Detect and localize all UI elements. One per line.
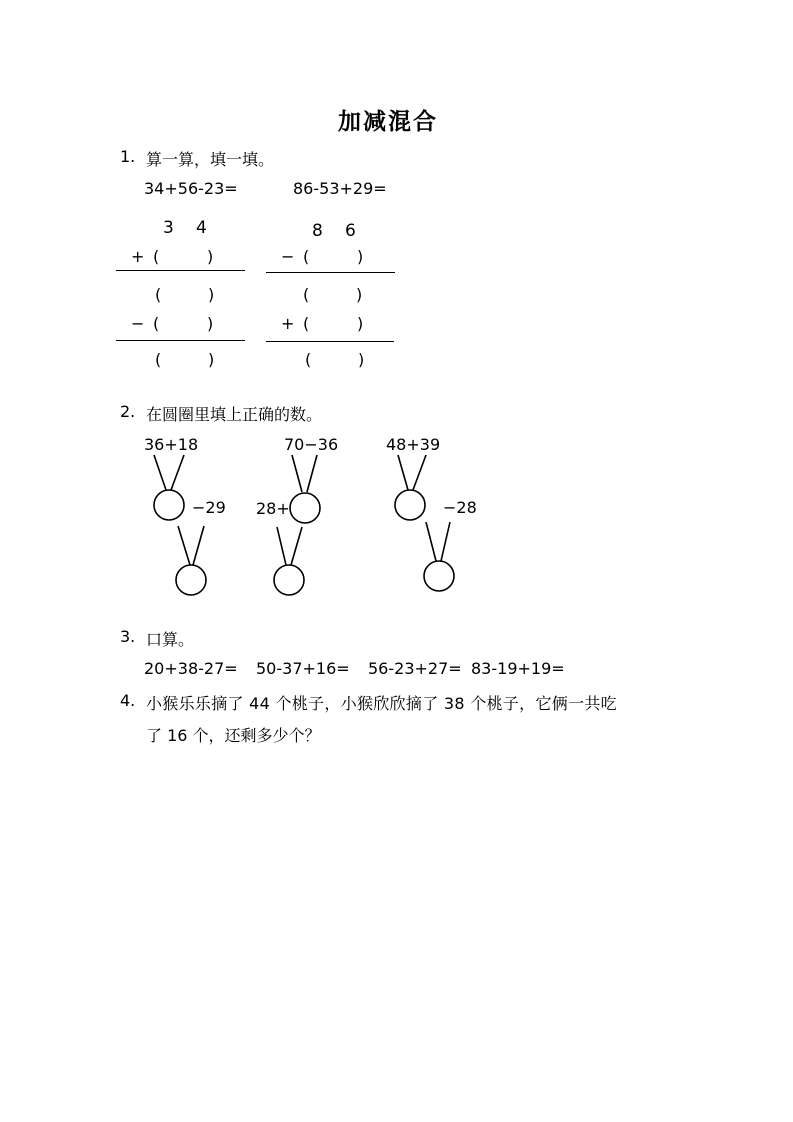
q1-left-blank-2-close: ) (208, 285, 215, 304)
q1-left-blank-3-close: ) (207, 314, 214, 333)
q1-left-top-digit-2: 4 (196, 218, 207, 238)
q2-group-3-answer-circle-2 (424, 561, 454, 591)
q2-group-1-side-operation: −29 (192, 498, 226, 517)
q2-group-2-branch-right (307, 455, 317, 492)
q1-left-blank-1-close: ) (207, 247, 214, 266)
q1-left-blank-4-close: ) (208, 350, 215, 369)
q2-group-3-branch-right (413, 455, 426, 490)
q2-group-1-answer-circle-1 (154, 490, 184, 520)
question-4-text-line-2: 了 16 个，还剩多少个？ (146, 726, 321, 745)
question-3-instruction: 口算。 (146, 630, 195, 649)
q1-right-top-digit-2: 6 (345, 221, 356, 241)
q1-right-blank-3-open: ( (303, 314, 310, 333)
q1-right-blank-2-close: ) (356, 285, 363, 304)
q2-group-1-top-expression: 36+18 (144, 435, 199, 454)
q1-right-blank-1-close: ) (357, 247, 364, 266)
q1-left-op2: − (131, 314, 145, 333)
q2-group-3-branch-lower-left (426, 522, 436, 561)
q2-group-2-branch-left (292, 455, 302, 492)
q2-group-3-branch-left (398, 455, 408, 490)
q2-group-1-branch-lower-left (178, 526, 190, 565)
q2-group-2-answer-circle-2 (274, 565, 304, 595)
q2-group-1-answer-circle-2 (176, 565, 206, 595)
question-3-number: 3. (120, 627, 136, 646)
q2-group-3-top-expression: 48+39 (386, 435, 441, 454)
q1-right-blank-2-open: ( (303, 285, 310, 304)
q1-left-blank-3-open: ( (153, 314, 160, 333)
q1-right-blank-3-close: ) (357, 314, 364, 333)
q1-left-top-digit-1: 3 (163, 218, 174, 238)
q2-group-2-branch-lower-right (291, 527, 302, 565)
q1-right-blank-4-close: ) (358, 350, 365, 369)
question-2-number: 2. (120, 402, 136, 421)
q2-group-1-branch-right (171, 455, 184, 490)
question-1-number: 1. (120, 147, 136, 166)
question-1-instruction: 算一算，填一填。 (146, 150, 275, 169)
q3-expression-4: 83-19+19= (471, 659, 565, 678)
q2-group-2-branch-lower-left (277, 527, 286, 565)
q1-right-expression: 86-53+29= (293, 179, 387, 198)
q2-group-1-branch-lower-right (193, 526, 204, 565)
q1-left-blank-4-open: ( (155, 350, 162, 369)
page-title: 加减混合 (338, 109, 438, 135)
q2-group-3-branch-lower-right (441, 522, 450, 561)
q2-group-2-answer-circle-1 (290, 493, 320, 523)
q2-group-3-answer-circle-1 (395, 490, 425, 520)
q1-right-top-digit-1: 8 (312, 221, 323, 241)
q2-group-3-side-operation: −28 (443, 498, 477, 517)
question-4-number: 4. (120, 691, 136, 710)
q2-group-2-side-operation: 28+ (256, 499, 290, 518)
q3-expression-3: 56-23+27= (368, 659, 462, 678)
question-4-text-line-1: 小猴乐乐摘了 44 个桃子，小猴欣欣摘了 38 个桃子，它俩一共吃 (146, 694, 617, 713)
question-2-instruction: 在圆圈里填上正确的数。 (146, 405, 323, 424)
q1-left-blank-2-open: ( (155, 285, 162, 304)
q3-expression-2: 50-37+16= (256, 659, 350, 678)
q1-right-op2: + (281, 314, 295, 333)
q3-expression-1: 20+38-27= (144, 659, 238, 678)
q2-group-2-top-expression: 70−36 (284, 435, 339, 454)
q1-right-blank-1-open: ( (303, 247, 310, 266)
q1-left-op1: + (131, 247, 145, 266)
q1-left-expression: 34+56-23= (144, 179, 238, 198)
q1-right-op1: − (281, 247, 295, 266)
q2-group-1-branch-left (154, 455, 166, 490)
q1-left-blank-1-open: ( (153, 247, 160, 266)
q1-right-blank-4-open: ( (305, 350, 312, 369)
